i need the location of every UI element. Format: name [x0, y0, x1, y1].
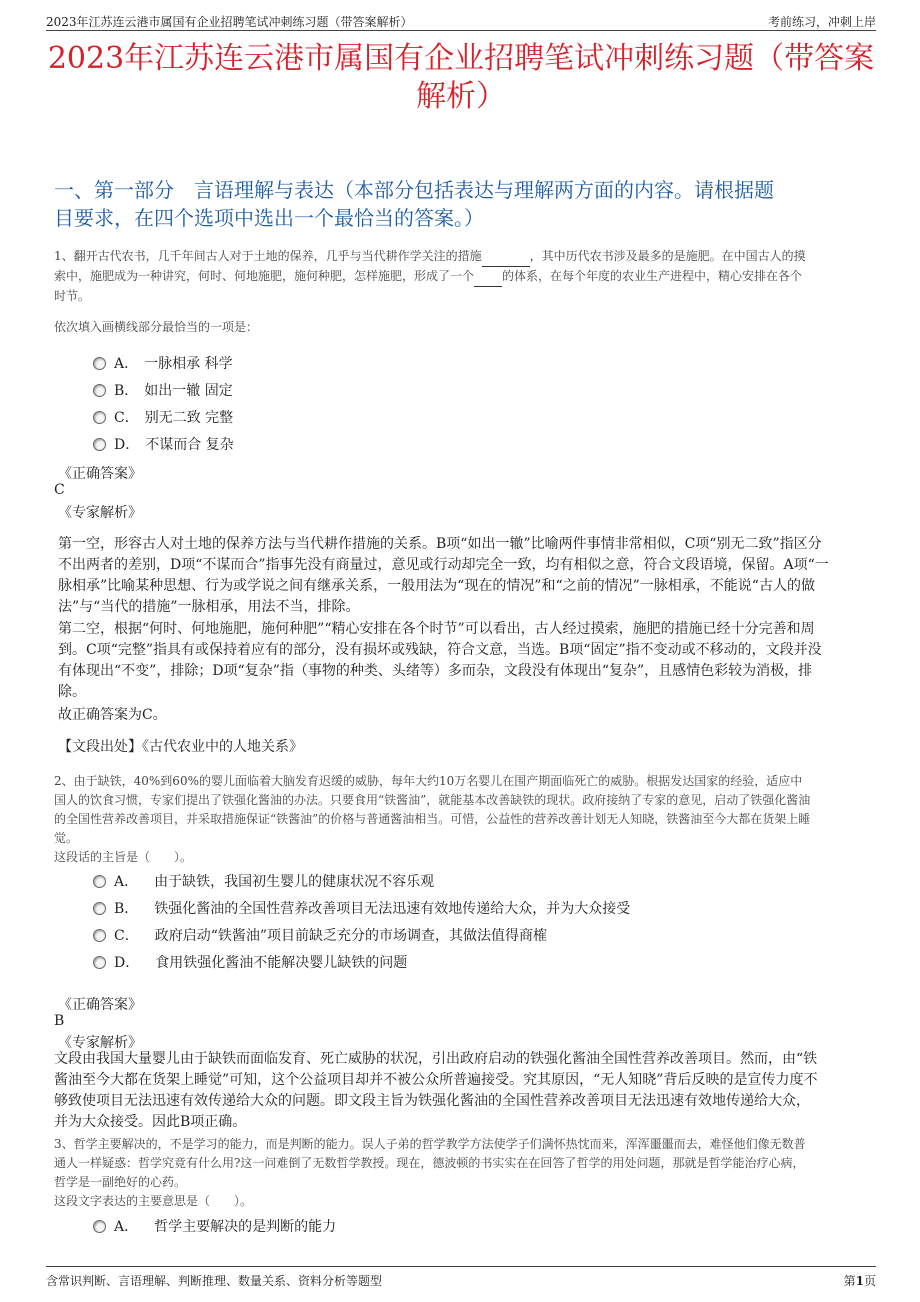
page-title [46, 40, 876, 116]
q1-stem-line: 1、翻开古代农书，几千年间古人对于土地的保养，几乎与当代耕作学关注的措施 ，其中历代农书涉及最多的是施肥。在中国古人的摸 [54, 247, 866, 267]
q3-option-a[interactable]: A． 哲学主要解决的是判断的能力 [93, 1215, 336, 1237]
q1-analysis-p1: 第一空，形容古人对土地的保养方法与当代耕作措施的关系。B项“如出一辙”比喻两件事情非常相似，C项“别无二致”指区分 不出两者的差别，D项“不谋而合”指事先没有商量过，意见或行动却完全一致，均有相似之意，符合文段语境，保留。A项“一 脉相承”比喻某种思想、行为或学说之间有继承关系，一般用法为“现在的情况”和“之前的情况”一脉相承，不能说“古人的做 法”与“当代的措施”一脉相承，用法不当，排除。 [58, 536, 829, 615]
q1-stem-line: 索中，施肥成为一种讲究，何时、何地施肥，施何种肥，怎样施肥，形成了一个 的体系，在每个年度的农业生产进程中，精心安排在各个 [54, 267, 866, 287]
radio-icon[interactable] [93, 384, 106, 397]
page-number: 第1页 [843, 1274, 876, 1288]
radio-icon[interactable] [93, 875, 106, 888]
q1-option-b[interactable]: B． 如出一辙 固定 [93, 379, 233, 401]
q1-analysis-label: 《专家解析》 [58, 505, 142, 521]
header-doc-title: 2023年江苏连云港市属国有企业招聘笔试冲刺练习题（带答案解析） [46, 15, 413, 29]
q1-option-c[interactable]: C． 别无二致 完整 [93, 406, 233, 428]
q2-prompt: 这段话的主旨是（ ）。 [54, 850, 193, 864]
q3-stem: 3、哲学主要解决的，不是学习的能力，而是判断的能力。误人子弟的哲学教学方法使学子们满怀热忱而来，浑浑噩噩而去，难怪他们像无数普 通人一样疑惑：哲学究竟有什么用?这一问难倒了无数哲学教授。现在，德波顿的书实实在在回答了哲学的用处问题，那就是哲学能治疗心病， 哲学是一副绝好的心药。 这段文字表达的主要意思是（ ）。 [54, 1135, 866, 1211]
radio-icon[interactable] [93, 438, 106, 451]
page-footer [46, 1266, 876, 1291]
header-slogan: 考前练习，冲刺上岸 [767, 15, 876, 29]
section-heading-line-2: 目要求，在四个选项中选出一个最恰当的答案。） [54, 206, 484, 230]
radio-icon[interactable] [93, 411, 106, 424]
q2-answer: B [54, 1013, 65, 1029]
q2-option-a[interactable]: A． 由于缺铁，我国初生婴儿的健康状况不容乐观 [93, 870, 434, 892]
section-heading [54, 176, 874, 232]
radio-icon[interactable] [93, 929, 106, 942]
q3-prompt: 这段文字表达的主要意思是（ ）。 [54, 1194, 253, 1208]
q2-analysis: 文段由我国大量婴儿由于缺铁而面临发育、死亡威胁的状况，引出政府启动的铁强化酱油全国性营养改善项目。然而，由“铁 酱油至今大都在货架上睡觉”可知，这个公益项目却并不被公众所普遍接受。究其原因，“无人知晓”背后反映的是宣传力度不 够致使项目无法迅速有效传递给大众的问题。即文段主旨为铁强化酱油的全国性营养改善项目无法迅速有效地传递给大众， 并为大众接受。因此B项正确。 [54, 1051, 818, 1130]
q2-option-b[interactable]: B． 铁强化酱油的全国性营养改善项目无法迅速有效地传递给大众，并为大众接受 [93, 897, 630, 919]
q1-answer: C [54, 482, 65, 498]
q2-option-c[interactable]: C． 政府启动“铁酱油”项目前缺乏充分的市场调查，其做法值得商榷 [93, 924, 547, 946]
page-title-line-2: 解析） [416, 79, 506, 114]
page-title-line-1: 2023年江苏连云港市属国有企业招聘笔试冲刺练习题（带答案 [47, 41, 875, 76]
radio-icon[interactable] [93, 902, 106, 915]
q2-option-d[interactable]: D． 食用铁强化酱油不能解决婴儿缺铁的问题 [93, 951, 407, 973]
section-heading-line-1: 一、第一部分 言语理解与表达（本部分包括表达与理解两方面的内容。请根据题 [54, 178, 774, 202]
footer-description: 含常识判断、言语理解、判断推理、数量关系、资料分析等题型 [46, 1274, 383, 1288]
radio-icon[interactable] [93, 956, 106, 969]
q1-blank-2 [474, 267, 502, 287]
radio-icon[interactable] [93, 357, 106, 370]
q1-option-d[interactable]: D． 不谋而合 复杂 [93, 433, 234, 455]
q2-analysis-label: 《专家解析》 [58, 1035, 142, 1051]
q1-prompt: 依次填入画横线部分最恰当的一项是： [54, 320, 259, 334]
q2-answer-label: 《正确答案》 [58, 997, 142, 1013]
q1-conclusion: 故正确答案为C。 [58, 707, 167, 723]
page-header [46, 10, 876, 31]
q1-stem-line: 时节。 [54, 289, 91, 303]
q1-analysis-p2: 第二空，根据“何时、何地施肥，施何种肥”“精心安排在各个时节”可以看出，古人经过摸索，施肥的措施已经十分完善和周 到。C项“完整”指具有或保持着应有的部分，没有损坏或残缺，符合文意，当选。B项“固定”指不变动或不移动的，文段并没 有体现出“不变”，排除；D项“复杂”指（事物的种类、头绪等）多而杂，文段没有体现出“复杂”，且感情色彩较为消极，排 除。 [58, 621, 822, 700]
radio-icon[interactable] [93, 1220, 106, 1233]
q1-option-a[interactable]: A． 一脉相承 科学 [93, 352, 233, 374]
q2-stem: 2、由于缺铁，40%到60%的婴儿面临着大脑发育迟缓的威胁，每年大约10万名婴儿在围产期面临死亡的威胁。根据发达国家的经验，适应中 国人的饮食习惯，专家们提出了铁强化酱油的办法。只要食用“铁酱油”，就能基本改善缺铁的现状。政府接纳了专家的意见，启动了铁强化酱油 的全国性营养改善项目，并采取措施保证“铁酱油”的价格与普通酱油相当。可惜，公益性的营养改善计划无人知晓，铁酱油至今大都在货架上睡 觉。 这段话的主旨是（ ）。 [54, 772, 866, 867]
q1-answer-label: 《正确答案》 [58, 466, 142, 482]
q1-stem [54, 247, 866, 306]
q1-source: 【文段出处】《古代农业中的人地关系》 [58, 739, 303, 755]
q1-blank-1 [482, 247, 530, 267]
